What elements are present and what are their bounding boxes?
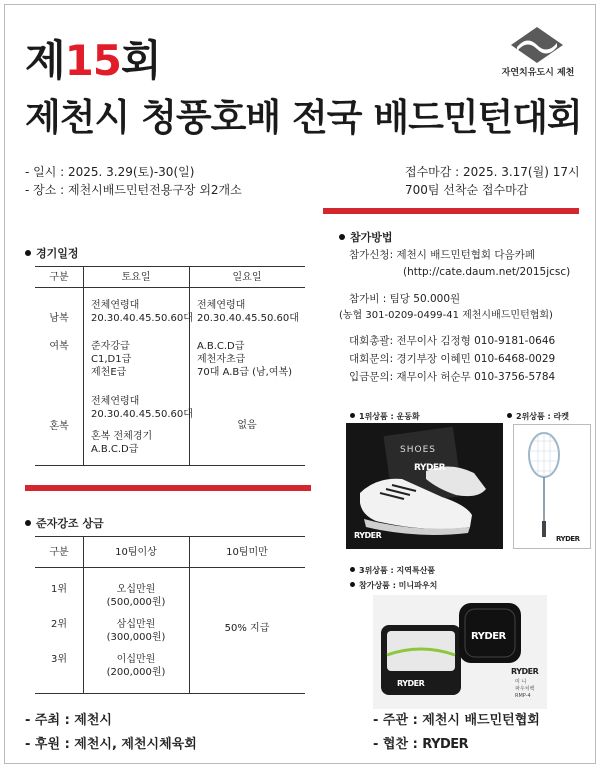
edition-suffix: 회 [121,36,161,85]
edition-prefix: 제 [25,36,65,85]
cooperation: - 협찬 : RYDER [373,737,469,752]
prize-amount: 삼십만원 [116,619,156,630]
schedule-header: 토요일 [121,272,151,283]
sun-cell: 20.30.40.45.50.60대 [197,313,299,324]
logo-name: 자연치유도시 제천 [501,68,575,78]
schedule-heading: 경기일정 [25,245,79,261]
brand-logo: RYDER [422,737,469,752]
sat-cell: 혼복 전체경기 [91,431,153,442]
racket-image [513,424,591,549]
city-emblem-icon [507,25,567,69]
contact-line: 대회문의: 경기부장 이혜민 010-6468-0029 [349,353,556,365]
prize-amount: (500,000원) [106,597,166,608]
prize-heading: 준자강조 상금 [25,515,104,531]
apply-url: (http://cate.daum.net/2015jcsc) [403,266,571,278]
host: - 주최 : 제천시 [25,713,112,728]
sun-cell: 제천자초급 [197,354,246,365]
prize-header: 10팀이상 [115,547,157,558]
rank-label: 1위 [50,584,68,595]
third-prize-caption: 3위상품 : 지역특산품 [350,565,435,576]
sun-cell: A.B.C.D급 [197,341,245,352]
contact-line: 입금문의: 재무이사 허순무 010-3756-5784 [349,371,556,383]
row-label: 혼복 [49,421,69,432]
prize-amount: (200,000원) [106,667,166,678]
deadline-note: 700팀 선착순 접수마감 [405,183,529,197]
prize-amount: (300,000원) [106,632,166,643]
prize-amount: 오십만원 [116,584,156,595]
register-heading: 참가방법 [339,229,393,245]
brand-logo: RYDER [354,531,382,540]
sun-cell: 없음 [237,420,257,431]
second-prize-caption: 2위상품 : 라켓 [507,411,569,422]
brand-logo: RYDER [414,463,446,473]
account-info: (농협 301-0209-0499-41 제천시배드민턴협회) [339,310,553,321]
main-title: 제천시 청풍호배 전국 배드민턴대회 [25,96,582,139]
prize-header: 10팀미만 [226,547,268,558]
brand-logo: RYDER [471,631,506,642]
participation-prize-caption: 참가상품 : 미니파우치 [350,580,437,591]
rank-label: 2위 [50,619,68,630]
deadline: 접수마감 : 2025. 3.17(월) 17시 [405,165,580,179]
row-label: 남복 [49,313,69,324]
sat-cell: 20.30.40.45.50.60대 [91,313,193,324]
schedule-header: 구분 [49,272,69,283]
event-date: - 일시 : 2025. 3.29(토)-30(일) [25,165,195,179]
contact-line: 대회총괄: 전무이사 김정형 010-9181-0646 [349,335,556,347]
edition-title [25,37,161,85]
rank-label: 3위 [50,654,68,665]
sat-cell: A.B.C.D급 [91,444,139,455]
fee-info: 참가비 : 팀당 50.000원 [349,293,461,305]
brand-logo: RYDER [556,535,580,543]
sat-cell: 전체연령대 [91,300,140,311]
divider-bar [25,485,311,491]
sat-cell: 전체연령대 [91,396,140,407]
event-venue: - 장소 : 제천시배드민턴전용구장 외2개소 [25,183,242,197]
row-label: 여복 [49,341,69,352]
pouch-text: 미 니 파우치백 RMP-4 [515,679,535,699]
apply-info: 참가신청: 제천시 배드민턴협회 다음카페 [349,249,535,261]
sat-cell: 준자강급 [91,341,130,352]
divider-bar [323,208,579,214]
sat-cell: 제천E급 [91,367,127,378]
sun-cell: 전체연령대 [197,300,246,311]
first-prize-caption: 1위상품 : 운동화 [350,411,420,422]
brand-logo: RYDER [511,667,539,676]
shoes-label: SHOES [400,445,436,455]
sat-cell: C1,D1급 [91,354,132,365]
prize-amount: 이십만원 [116,654,156,665]
brand-logo: RYDER [397,679,425,688]
prize-header: 구분 [49,547,69,558]
organizer: - 주관 : 제천시 배드민턴협회 [373,713,540,728]
poster [4,4,596,764]
schedule-header: 일요일 [232,272,262,283]
under10-prize: 50% 지급 [224,623,270,634]
racket-icon [514,425,592,550]
shoes-image [346,423,503,549]
sun-cell: 70대 A.B급 (남,여복) [197,367,293,378]
sat-cell: 20.30.40.45.50.60대 [91,409,193,420]
edition-number: 15 [64,36,122,85]
sponsor: - 후원 : 제천시, 제천시체육회 [25,737,197,752]
pouch-image [373,595,547,709]
